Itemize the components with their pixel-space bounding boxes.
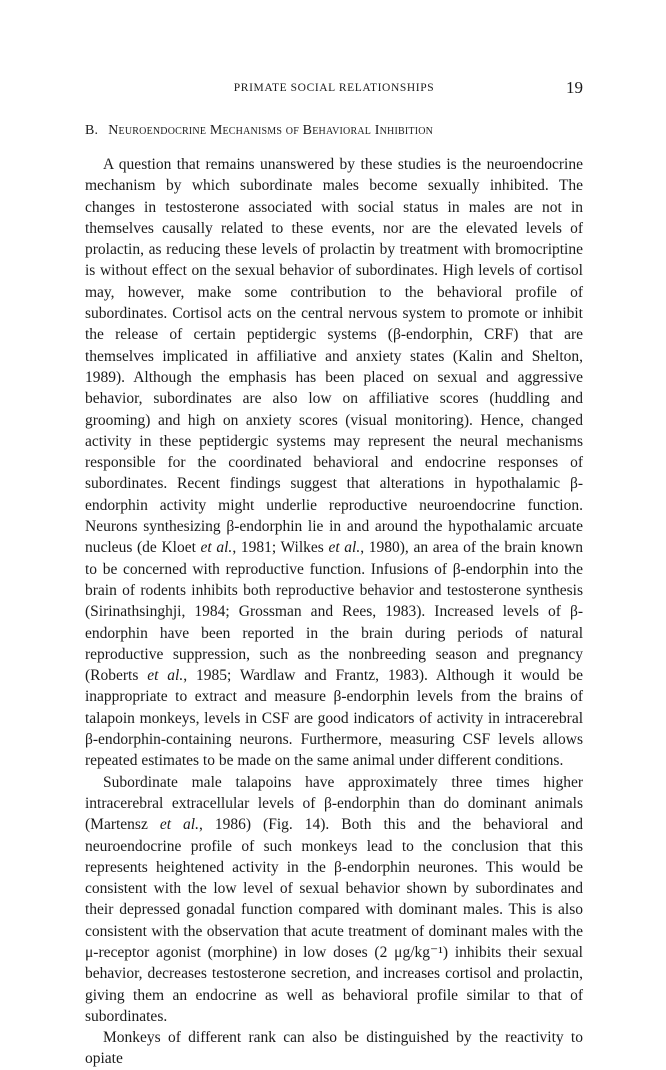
citation-et-al: et al. <box>200 539 233 557</box>
citation-et-al: et al. <box>328 539 361 557</box>
text-run: A question that remains unanswered by these studies is the neuroendocrine mechanism by which subordinate males become sexually inhibited. The changes in testosterone associated with social status in males are not in themselves causally related to these events, nor are the elevated levels of prolactin, as reducing these levels of prolactin by treatment with bromocriptine is without effect on the sexual behavior of subordinates. High levels of cortisol may, however, make some contribution to the behavioral profile of subordinates. Cortisol acts on the central nervous system to promote or inhibit the release of certain peptidergic systems (β-endorphin, CRF) that are themselves implicated in affiliative and anxiety states (Kalin and Shelton, 1989). Although the emphasis has been placed on sexual and aggressive behavior, subordinates are also low on affiliative scores (huddling and grooming) and high on anxiety scores (visual monitoring). Hence, changed activity in these peptidergic systems may represent the neural mechanisms responsible for the coordinated behavioral and endocrine responses of subordinates. Recent findings suggest that alterations in hypothalamic β-endorphin activity might underlie reproductive neuroendocrine function. Neurons synthesizing β-endorphin lie in and around the hypothalamic arcuate nucleus (de Kloet <box>85 156 583 557</box>
page-number: 19 <box>566 78 583 97</box>
section-number: B. <box>85 123 99 138</box>
book-page <box>85 78 583 1070</box>
text-run: , 1981; Wilkes <box>232 539 329 557</box>
text-run: Subordinate male talapoins have approximately three times higher intracerebral extracellular levels of β-endorphin than do dominant animals (Martensz <box>85 773 583 834</box>
body-paragraph-2 <box>85 772 583 1028</box>
running-head <box>85 78 583 102</box>
running-title: PRIMATE SOCIAL RELATIONSHIPS <box>233 82 435 94</box>
text-run: , 1985; Wardlaw and Frantz, 1983). Although it would be inappropriate to extract and measure β-endorphin levels from the brains of talapoin monkeys, levels in CSF are good indicators of activity in intracerebral β-endorphin-containing neurons. Furthermore, measuring CSF levels allows repeated estimates to be made on the same animal under different conditions. <box>85 667 583 770</box>
section-heading <box>85 120 583 142</box>
citation-et-al: et al. <box>147 667 184 685</box>
section-title: Neuroendocrine Mechanisms of Behavioral Inhibition <box>108 123 434 138</box>
text-run: , 1986) (Fig. 14). Both this and the behavioral and neuroendocrine profile of such monkeys lead to the conclusion that this represents heightened activity in the β-endorphin neurones. This would be consistent with the low level of sexual behavior shown by subordinates and their depressed gonadal function compared with dominant males. This is also consistent with the observation that acute treatment of dominant males with the μ-receptor agonist (morphine) in low doses (2 μg/kg⁻¹) inhibits their sexual behavior, decreases testosterone secretion, and increases cortisol and prolactin, giving them an endocrine as well as behavioral profile similar to that of subordinates. <box>85 816 583 1025</box>
body-paragraph-3 <box>85 1027 583 1070</box>
body-paragraph-1 <box>85 154 583 772</box>
text-run: Monkeys of different rank can also be distinguished by the reactivity to opiate <box>85 1029 583 1068</box>
citation-et-al: et al. <box>159 816 199 834</box>
text-run: , 1980), an area of the brain known to be concerned with reproductive function. Infusions of β-endorphin into the brain of rodents inhibits both reproductive behavior and testosterone synthesis (Sirinathsinghji, 1984; Grossman and Rees, 1983). Increased levels of β-endorphin have been reported in the brain during periods of natural reproductive suppression, such as the nonbreeding season and pregnancy (Roberts <box>85 539 584 685</box>
